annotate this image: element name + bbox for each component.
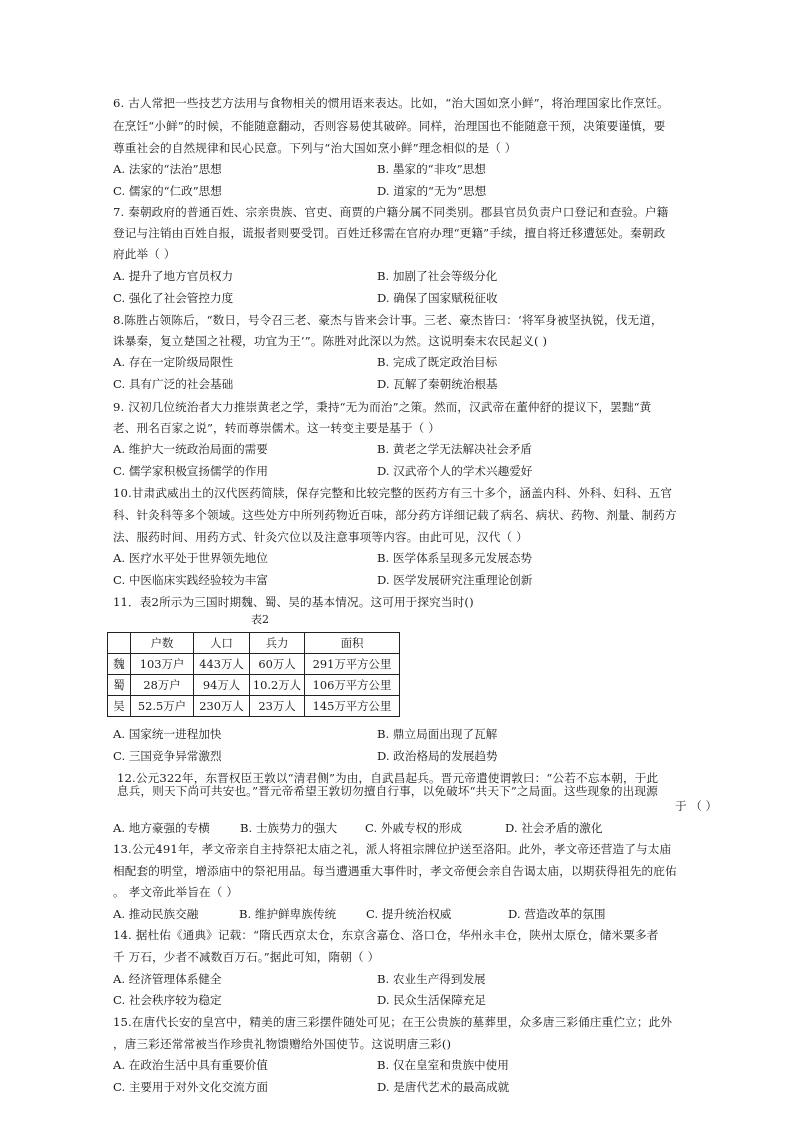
q14-stem-line-1: 14. 据杜佑《通典》记载：“隋氏西京太仓，东京含嘉仓、洛口仓，华州永丰仓，陕州太原仓，储米粟多者: [113, 928, 659, 942]
q7-option-b[interactable]: B. 加剧了社会等级分化: [377, 269, 498, 283]
q6-stem-line-2: 在烹饪“小鲜”的时候，不能随意翻动，否则容易使其破碎。同样，治理国也不能随意干预，决策要谨慎，要: [113, 119, 666, 133]
three-kingdoms-table: [107, 632, 400, 717]
q13-option-d[interactable]: D. 营造改革的氛围: [508, 907, 606, 921]
q15-option-a[interactable]: A. 在政治生活中具有重要价值: [113, 1058, 268, 1072]
q10-stem-line-3: 法、服药时间、用药方式、针灸穴位以及注意事项等内容。由此可见，汉代（ ）: [113, 530, 528, 544]
q15-stem-line-2: ，唐三彩还常常被当作珍贵礼物馈赠给外国使节。这说明唐三彩(): [113, 1037, 452, 1051]
table-cell: 52.5万户: [131, 696, 194, 717]
table-row: [108, 654, 400, 675]
q13-stem-line-3: 。 孝文帝此举旨在（ ）: [113, 885, 239, 899]
q13-option-c[interactable]: C. 提升统治权威: [366, 907, 452, 921]
q9-stem-line-2: 老、刑名百家之说”，转而尊崇儒术。这一转变主要是基于（ ）: [113, 421, 440, 435]
q12-option-d[interactable]: D. 社会矛盾的激化: [505, 821, 603, 835]
table-header-row: [108, 633, 400, 654]
q12-option-b[interactable]: B. 士族势力的强大: [240, 821, 338, 835]
q7-option-a[interactable]: A. 提升了地方官员权力: [113, 269, 234, 283]
q9-option-c[interactable]: C. 儒学家积极宣扬儒学的作用: [113, 464, 268, 478]
q7-stem-line-1: 7. 秦朝政府的普通百姓、宗亲贵族、官吏、商贾的户籍分属不同类别。郡县官员负责户口登记和查验。户籍: [113, 205, 669, 219]
q6-stem-line-1: 6. 古人常把一些技艺方法用与食物相关的惯用语来表达。比如，“治大国如烹小鲜”，将治理国家比作烹饪。: [113, 96, 669, 110]
q6-stem-line-3: 尊重社会的自然规律和民心民意。下列与“治大国如烹小鲜”理念相似的是（ ）: [113, 141, 517, 155]
q13-options-row: [113, 906, 673, 920]
q11-option-b[interactable]: B. 鼎立局面出现了瓦解: [377, 727, 498, 741]
q10-option-d[interactable]: D. 医学发展研究注重理论创新: [377, 573, 533, 587]
table-caption: 表2: [251, 613, 269, 626]
q8-option-c[interactable]: C. 具有广泛的社会基础: [113, 377, 234, 391]
q9-stem-line-1: 9. 汉初几位统治者大力推崇黄老之学，秉持“无为而治”之策。然而，汉武帝在董仲舒的提议下，罢黜“黄: [113, 400, 652, 414]
q10-stem-line-1: 10.甘肃武威出土的汉代医药简牍，保存完整和比较完整的医药方有三十多个，涵盖内科、外科、妇科、五官: [113, 486, 673, 500]
q12-option-a[interactable]: A. 地方豪强的专横: [113, 821, 210, 835]
q14-option-d[interactable]: D. 民众生活保障充足: [377, 993, 487, 1007]
q8-stem-line-2: 诛暴秦，复立楚国之社稷，功宜为王’”。陈胜对此深以为然。这说明秦末农民起义( ): [113, 334, 548, 348]
q9-option-b[interactable]: B. 黄老之学无法解决社会矛盾: [377, 442, 533, 456]
q14-option-c[interactable]: C. 社会秩序较为稳定: [113, 993, 222, 1007]
q6-option-c[interactable]: C. 儒家的“仁政”思想: [113, 184, 222, 198]
table-cell: 23万人: [250, 696, 305, 717]
table-cell: 103万户: [131, 654, 194, 675]
q8-option-a[interactable]: A. 存在一定阶级局限性: [113, 355, 234, 369]
q11-option-d[interactable]: D. 政治格局的发展趋势: [377, 749, 498, 763]
q12-stem-tail: 于 （ ）: [675, 799, 718, 813]
q11-stem: 11．表2所示为三国时期魏、蜀、吴的基本情况。这可用于探究当时(): [113, 595, 474, 609]
q12-stem-line-1: 12.公元322年，东晋权臣王敦以“清君侧”为由，自武昌起兵。晋元帝遣使谓敦曰：“公若不忘本朝，于此: [117, 771, 659, 785]
q8-option-d[interactable]: D. 瓦解了秦朝统治根基: [377, 377, 498, 391]
table-cell: 蜀: [108, 675, 131, 696]
table-cell: 443万人: [194, 654, 250, 675]
q7-option-d[interactable]: D. 确保了国家赋税征收: [377, 291, 498, 305]
table-row: [108, 696, 400, 717]
table-header-cell: 兵力: [250, 633, 305, 654]
table-header-cell: 户数: [131, 633, 194, 654]
q14-stem-line-2: 千 万石，少者不减数百万石。”据此可知，隋朝（ ）: [113, 950, 380, 964]
q15-option-c[interactable]: C. 主要用于对外文化交流方面: [113, 1080, 268, 1094]
table-header-cell: [108, 633, 131, 654]
q15-option-b[interactable]: B. 仅在皇室和贵族中使用: [377, 1058, 509, 1072]
q6-option-a[interactable]: A. 法家的“法治”思想: [113, 162, 222, 176]
q7-stem-line-3: 府此举（ ）: [113, 247, 176, 261]
q13-stem-line-2: 相配套的明堂，增添庙中的祭祀用品。每当遭遇重大事件时，孝文帝便会亲自告谒太庙，以期获得祖先的庇佑: [113, 864, 677, 878]
table-cell: 60万人: [250, 654, 305, 675]
q7-option-c[interactable]: C. 强化了社会管控力度: [113, 291, 234, 305]
table-cell: 10.2万人: [250, 675, 305, 696]
q14-option-b[interactable]: B. 农业生产得到发展: [377, 972, 486, 986]
table-cell: 魏: [108, 654, 131, 675]
table-cell: 291万平方公里: [305, 654, 400, 675]
table-cell: 106万平方公里: [305, 675, 400, 696]
table-header-cell: 人口: [194, 633, 250, 654]
table-cell: 吴: [108, 696, 131, 717]
q15-option-d[interactable]: D. 是唐代艺术的最高成就: [377, 1080, 510, 1094]
q13-stem-line-1: 13.公元491年，孝文帝亲自主持祭祀太庙之礼，派人将祖宗牌位护送至洛阳。此外，孝文帝还营造了与太庙: [113, 842, 672, 856]
table-cell: 145万平方公里: [305, 696, 400, 717]
table-cell: 94万人: [194, 675, 250, 696]
q10-option-a[interactable]: A. 医疗水平处于世界领先地位: [113, 551, 268, 565]
q6-option-b[interactable]: B. 墨家的“非攻”思想: [377, 162, 486, 176]
q13-option-a[interactable]: A. 推动民族交融: [113, 907, 199, 921]
q10-option-b[interactable]: B. 医学体系呈现多元发展态势: [377, 551, 533, 565]
q14-option-a[interactable]: A. 经济管理体系健全: [113, 972, 222, 986]
table-row: [108, 675, 400, 696]
q6-option-d[interactable]: D. 道家的“无为”思想: [377, 184, 487, 198]
q13-option-b[interactable]: B. 维护鲜卑族传统: [239, 907, 337, 921]
q11-option-a[interactable]: A. 国家统一进程加快: [113, 727, 222, 741]
q10-stem-line-2: 科、针灸科等多个领域。这些处方中所列药物近百味，部分药方详细记载了病名、病状、药物、剂量、制药方: [113, 508, 677, 522]
q12-option-c[interactable]: C. 外戚专权的形成: [365, 821, 462, 835]
q11-option-c[interactable]: C. 三国竞争异常激烈: [113, 749, 222, 763]
q8-option-b[interactable]: B. 完成了既定政治目标: [377, 355, 498, 369]
q9-option-d[interactable]: D. 汉武帝个人的学术兴趣爱好: [377, 464, 533, 478]
q9-option-a[interactable]: A. 维护大一统政治局面的需要: [113, 442, 268, 456]
q8-stem-line-1: 8.陈胜占领陈后，“数日，号令召三老、豪杰与皆来会计事。三老、豪杰皆曰：‘将军身被坚执锐，伐无道，: [113, 313, 663, 327]
q12-stem-line-2: 息兵，则天下尚可共安也。”晋元帝希望王敦切勿擅自行事，以免破坏“共天下”之局面。这些现象的出现源: [117, 784, 658, 798]
q12-options-row: [113, 820, 673, 834]
table-header-cell: 面积: [305, 633, 400, 654]
table-cell: 230万人: [194, 696, 250, 717]
table-cell: 28万户: [131, 675, 194, 696]
q10-option-c[interactable]: C. 中医临床实践经验较为丰富: [113, 573, 268, 587]
q7-stem-line-2: 登记与注销由百姓自报，谎报者则要受罚。百姓迁移需在官府办理“更籍”手续，擅自将迁移遭惩处。秦朝政: [113, 226, 666, 240]
q15-stem-line-1: 15.在唐代长安的皇宫中，精美的唐三彩摆件随处可见；在王公贵族的墓葬里，众多唐三彩俑庄重伫立；此外: [113, 1015, 673, 1029]
